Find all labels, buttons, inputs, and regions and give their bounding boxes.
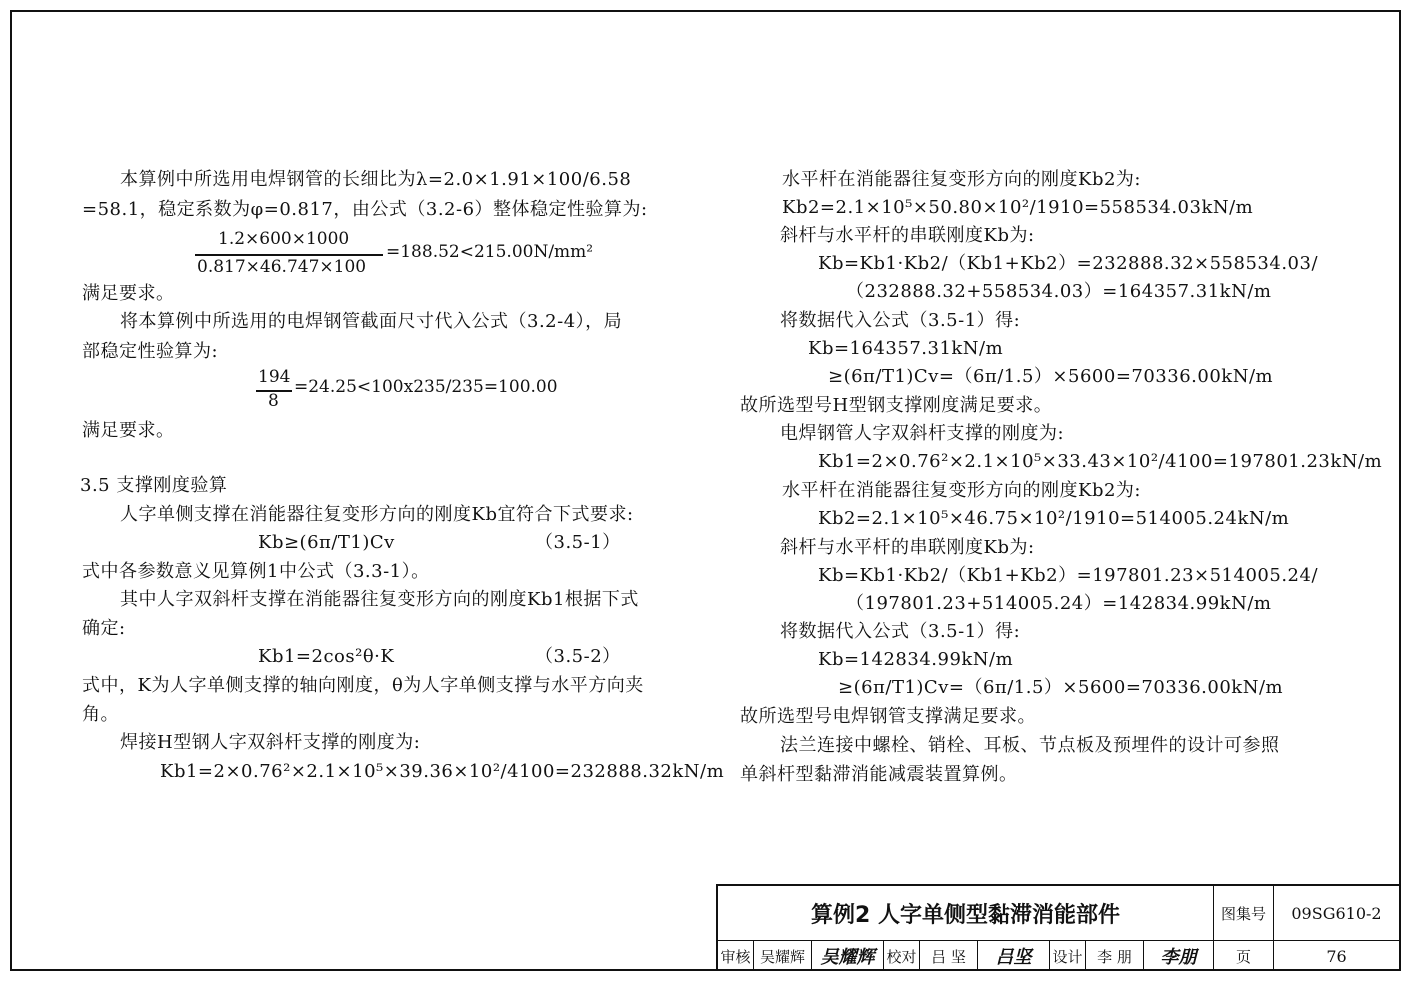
page-label: 页 — [1214, 941, 1274, 971]
text-line: 满足要求。 — [82, 420, 175, 441]
formula-denominator: 0.817×46.747×100 — [197, 257, 367, 277]
title-block — [716, 884, 1401, 971]
text-line: 将数据代入公式（3.5-1）得: — [780, 310, 1021, 331]
equation: Kb1=2×0.76²×2.1×10⁵×39.36×10²/4100=232888.32kN/m — [160, 761, 725, 782]
equation: Kb=Kb1·Kb2/（Kb1+Kb2）=232888.32×558534.03/ — [818, 253, 1319, 274]
formula-result: =188.52<215.00N/mm² — [386, 242, 594, 262]
text-line: 水平杆在消能器往复变形方向的刚度Kb2为: — [782, 480, 1141, 501]
reviewer-signature-text: 吴耀辉 — [820, 947, 875, 968]
text-line: 人字单侧支撑在消能器往复变形方向的刚度Kb宜符合下式要求: — [120, 504, 634, 525]
equation: Kb2=2.1×10⁵×46.75×10²/1910=514005.24kN/m — [818, 508, 1290, 529]
equation: Kb2=2.1×10⁵×50.80×10²/1910=558534.03kN/m — [782, 197, 1254, 218]
equation-number: （3.5-1） — [535, 532, 621, 553]
check-label: 校对 — [884, 941, 920, 971]
text-line: 确定: — [82, 618, 126, 639]
text-line: 法兰连接中螺栓、销栓、耳板、节点板及预埋件的设计可参照 — [780, 735, 1280, 756]
page-number: 76 — [1326, 946, 1347, 966]
designer-signature-text: 李朋 — [1160, 947, 1197, 968]
checker-signature-text: 吕坚 — [995, 947, 1032, 968]
equation: Kb=164357.31kN/m — [808, 338, 1004, 359]
fraction-bar — [195, 254, 383, 256]
review-label: 审核 — [718, 941, 754, 971]
equation: Kb≥(6π/T1)Cv — [258, 532, 395, 553]
text-line: 本算例中所选用电焊钢管的长细比为λ=2.0×1.91×100/6.58 — [120, 169, 632, 190]
text-line: 水平杆在消能器往复变形方向的刚度Kb2为: — [782, 169, 1141, 190]
atlas-number: 09SG610-2 — [1291, 903, 1382, 923]
text-line: 斜杆与水平杆的串联刚度Kb为: — [780, 537, 1035, 558]
text-line: 式中，K为人字单侧支撑的轴向刚度，θ为人字单侧支撑与水平方向夹 — [82, 675, 644, 696]
text-line: 角。 — [82, 704, 119, 725]
checker-signature — [978, 941, 1050, 971]
text-line: 部稳定性验算为: — [82, 341, 219, 362]
equation-number: （3.5-2） — [535, 646, 621, 667]
equation: （197801.23+514005.24）=142834.99kN/m — [846, 593, 1272, 614]
checker-name: 吕 坚 — [920, 941, 978, 971]
reviewer-signature — [812, 941, 884, 971]
equation: Kb1=2cos²θ·K — [258, 646, 395, 667]
equation: （232888.32+558534.03）=164357.31kN/m — [846, 281, 1272, 302]
designer-signature — [1144, 941, 1214, 971]
reviewer-name: 吴耀辉 — [754, 941, 812, 971]
section-heading: 3.5 支撑刚度验算 — [80, 475, 228, 496]
text-line: 将数据代入公式（3.5-1）得: — [780, 621, 1021, 642]
formula-numerator: 194 — [258, 367, 291, 387]
text-line: 将本算例中所选用的电焊钢管截面尺寸代入公式（3.2-4），局 — [120, 311, 623, 332]
text-line: =58.1，稳定系数为φ=0.817，由公式（3.2-6）整体稳定性验算为: — [82, 199, 648, 220]
text-line: 电焊钢管人字双斜杆支撑的刚度为: — [780, 423, 1065, 444]
text-line: 斜杆与水平杆的串联刚度Kb为: — [780, 225, 1035, 246]
text-line: 式中各参数意义见算例1中公式（3.3-1）。 — [82, 561, 430, 582]
formula-denominator: 8 — [268, 391, 279, 411]
drawing-title: 算例2 人字单侧型黏滞消能部件 — [718, 886, 1214, 940]
design-label: 设计 — [1050, 941, 1086, 971]
text-line: 其中人字双斜杆支撑在消能器往复变形方向的刚度Kb1根据下式 — [120, 589, 639, 610]
text-line: 单斜杆型黏滞消能减震装置算例。 — [740, 764, 1018, 785]
formula-numerator: 1.2×600×1000 — [218, 229, 350, 249]
text-line: 焊接H型钢人字双斜杆支撑的刚度为: — [120, 732, 421, 753]
text-line: 故所选型号电焊钢管支撑满足要求。 — [740, 706, 1036, 727]
text-line: 故所选型号H型钢支撑刚度满足要求。 — [740, 395, 1053, 416]
equation: Kb=142834.99kN/m — [818, 649, 1014, 670]
text-line: 满足要求。 — [82, 283, 175, 304]
atlas-label: 图集号 — [1214, 886, 1274, 940]
equation: Kb=Kb1·Kb2/（Kb1+Kb2）=197801.23×514005.24/ — [818, 565, 1319, 586]
equation: Kb1=2×0.76²×2.1×10⁵×33.43×10²/4100=197801.23kN/m — [818, 451, 1383, 472]
formula-result: =24.25<100x235/235=100.00 — [294, 377, 558, 397]
equation: ≥(6π/T1)Cv=（6π/1.5）×5600=70336.00kN/m — [838, 677, 1284, 698]
equation: ≥(6π/T1)Cv=（6π/1.5）×5600=70336.00kN/m — [828, 366, 1274, 387]
designer-name: 李 朋 — [1086, 941, 1144, 971]
